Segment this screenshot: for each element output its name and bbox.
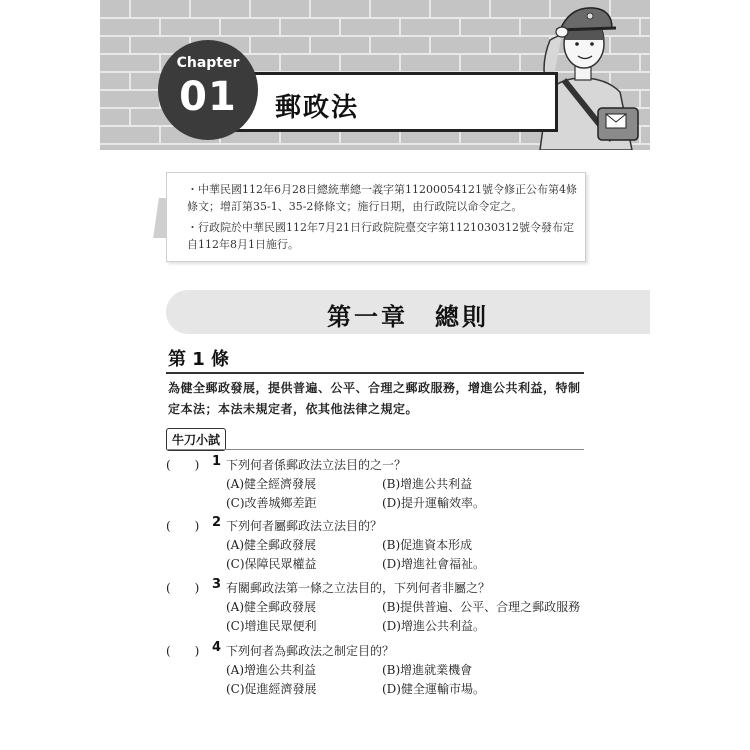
chapter-badge <box>158 40 258 140</box>
question-number: 3 <box>212 577 222 592</box>
chapter-heading: 第一章 總則 <box>327 303 489 331</box>
question-number: 2 <box>212 515 222 530</box>
option-d: (D)增進公共利益。 <box>382 619 485 633</box>
law-title: 郵政法 <box>275 93 360 123</box>
article-body: 為健全郵政發展，提供普遍、公平、合理之郵政服務，增進公共利益，特制定本法；本法未規定者，依其他法律之規定。 <box>168 381 581 416</box>
option-b: (B)增進公共利益 <box>382 477 473 491</box>
option-d: (D)健全運輸市場。 <box>382 682 485 696</box>
quiz-divider <box>166 449 584 450</box>
quiz-tag: 牛刀小試 <box>166 428 226 451</box>
law-title-box <box>220 72 558 132</box>
chapter-heading-bar <box>166 290 650 334</box>
option-a: (A)健全郵政發展 <box>226 538 317 552</box>
option-b: (B)促進資本形成 <box>382 538 473 552</box>
option-d: (D)增進社會福祉。 <box>382 557 485 571</box>
answer-blank[interactable]: ( ) <box>166 581 200 595</box>
amendment-note-box <box>166 172 586 262</box>
option-a: (A)健全郵政發展 <box>226 600 317 614</box>
answer-blank[interactable]: ( ) <box>166 458 200 472</box>
option-b: (B)增進就業機會 <box>382 663 473 677</box>
question-stem: 下列何者屬郵政法立法目的？ <box>226 519 383 533</box>
answer-blank[interactable]: ( ) <box>166 644 200 658</box>
option-a: (A)增進公共利益 <box>226 663 317 677</box>
question-number: 4 <box>212 640 222 655</box>
question-stem: 下列何者為郵政法之制定目的？ <box>226 644 395 658</box>
chapter-number: 01 <box>179 74 237 120</box>
option-c: (C)保障民眾權益 <box>226 557 317 571</box>
option-d: (D)提升運輸效率。 <box>382 496 485 510</box>
option-c: (C)改善城鄉差距 <box>226 496 317 510</box>
article-divider <box>166 372 584 374</box>
note-item-1: ・中華民國112年6月28日總統華總一義字第11200054121號令修正公布第4條條文；增訂第35-1、35-2條條文；施行日期，由行政院以命令定之。 <box>187 183 577 213</box>
option-c: (C)促進經濟發展 <box>226 682 317 696</box>
article-title: 第 1 條 <box>168 349 230 370</box>
question-stem: 有關郵政法第一條之立法目的，下列何者非屬之？ <box>226 581 491 595</box>
question-stem: 下列何者係郵政法立法目的之一？ <box>226 458 407 472</box>
question-number: 1 <box>212 454 222 469</box>
option-b: (B)提供普遍、公平、合理之郵政服務 <box>382 600 581 614</box>
answer-blank[interactable]: ( ) <box>166 519 200 533</box>
option-c: (C)增進民眾便利 <box>226 619 317 633</box>
note-item-2: ・行政院於中華民國112年7月21日行政院院臺交字第1121030312號令發布定自112年8月1日施行。 <box>187 221 574 251</box>
chapter-word: Chapter <box>176 55 240 71</box>
option-a: (A)健全經濟發展 <box>226 477 317 491</box>
